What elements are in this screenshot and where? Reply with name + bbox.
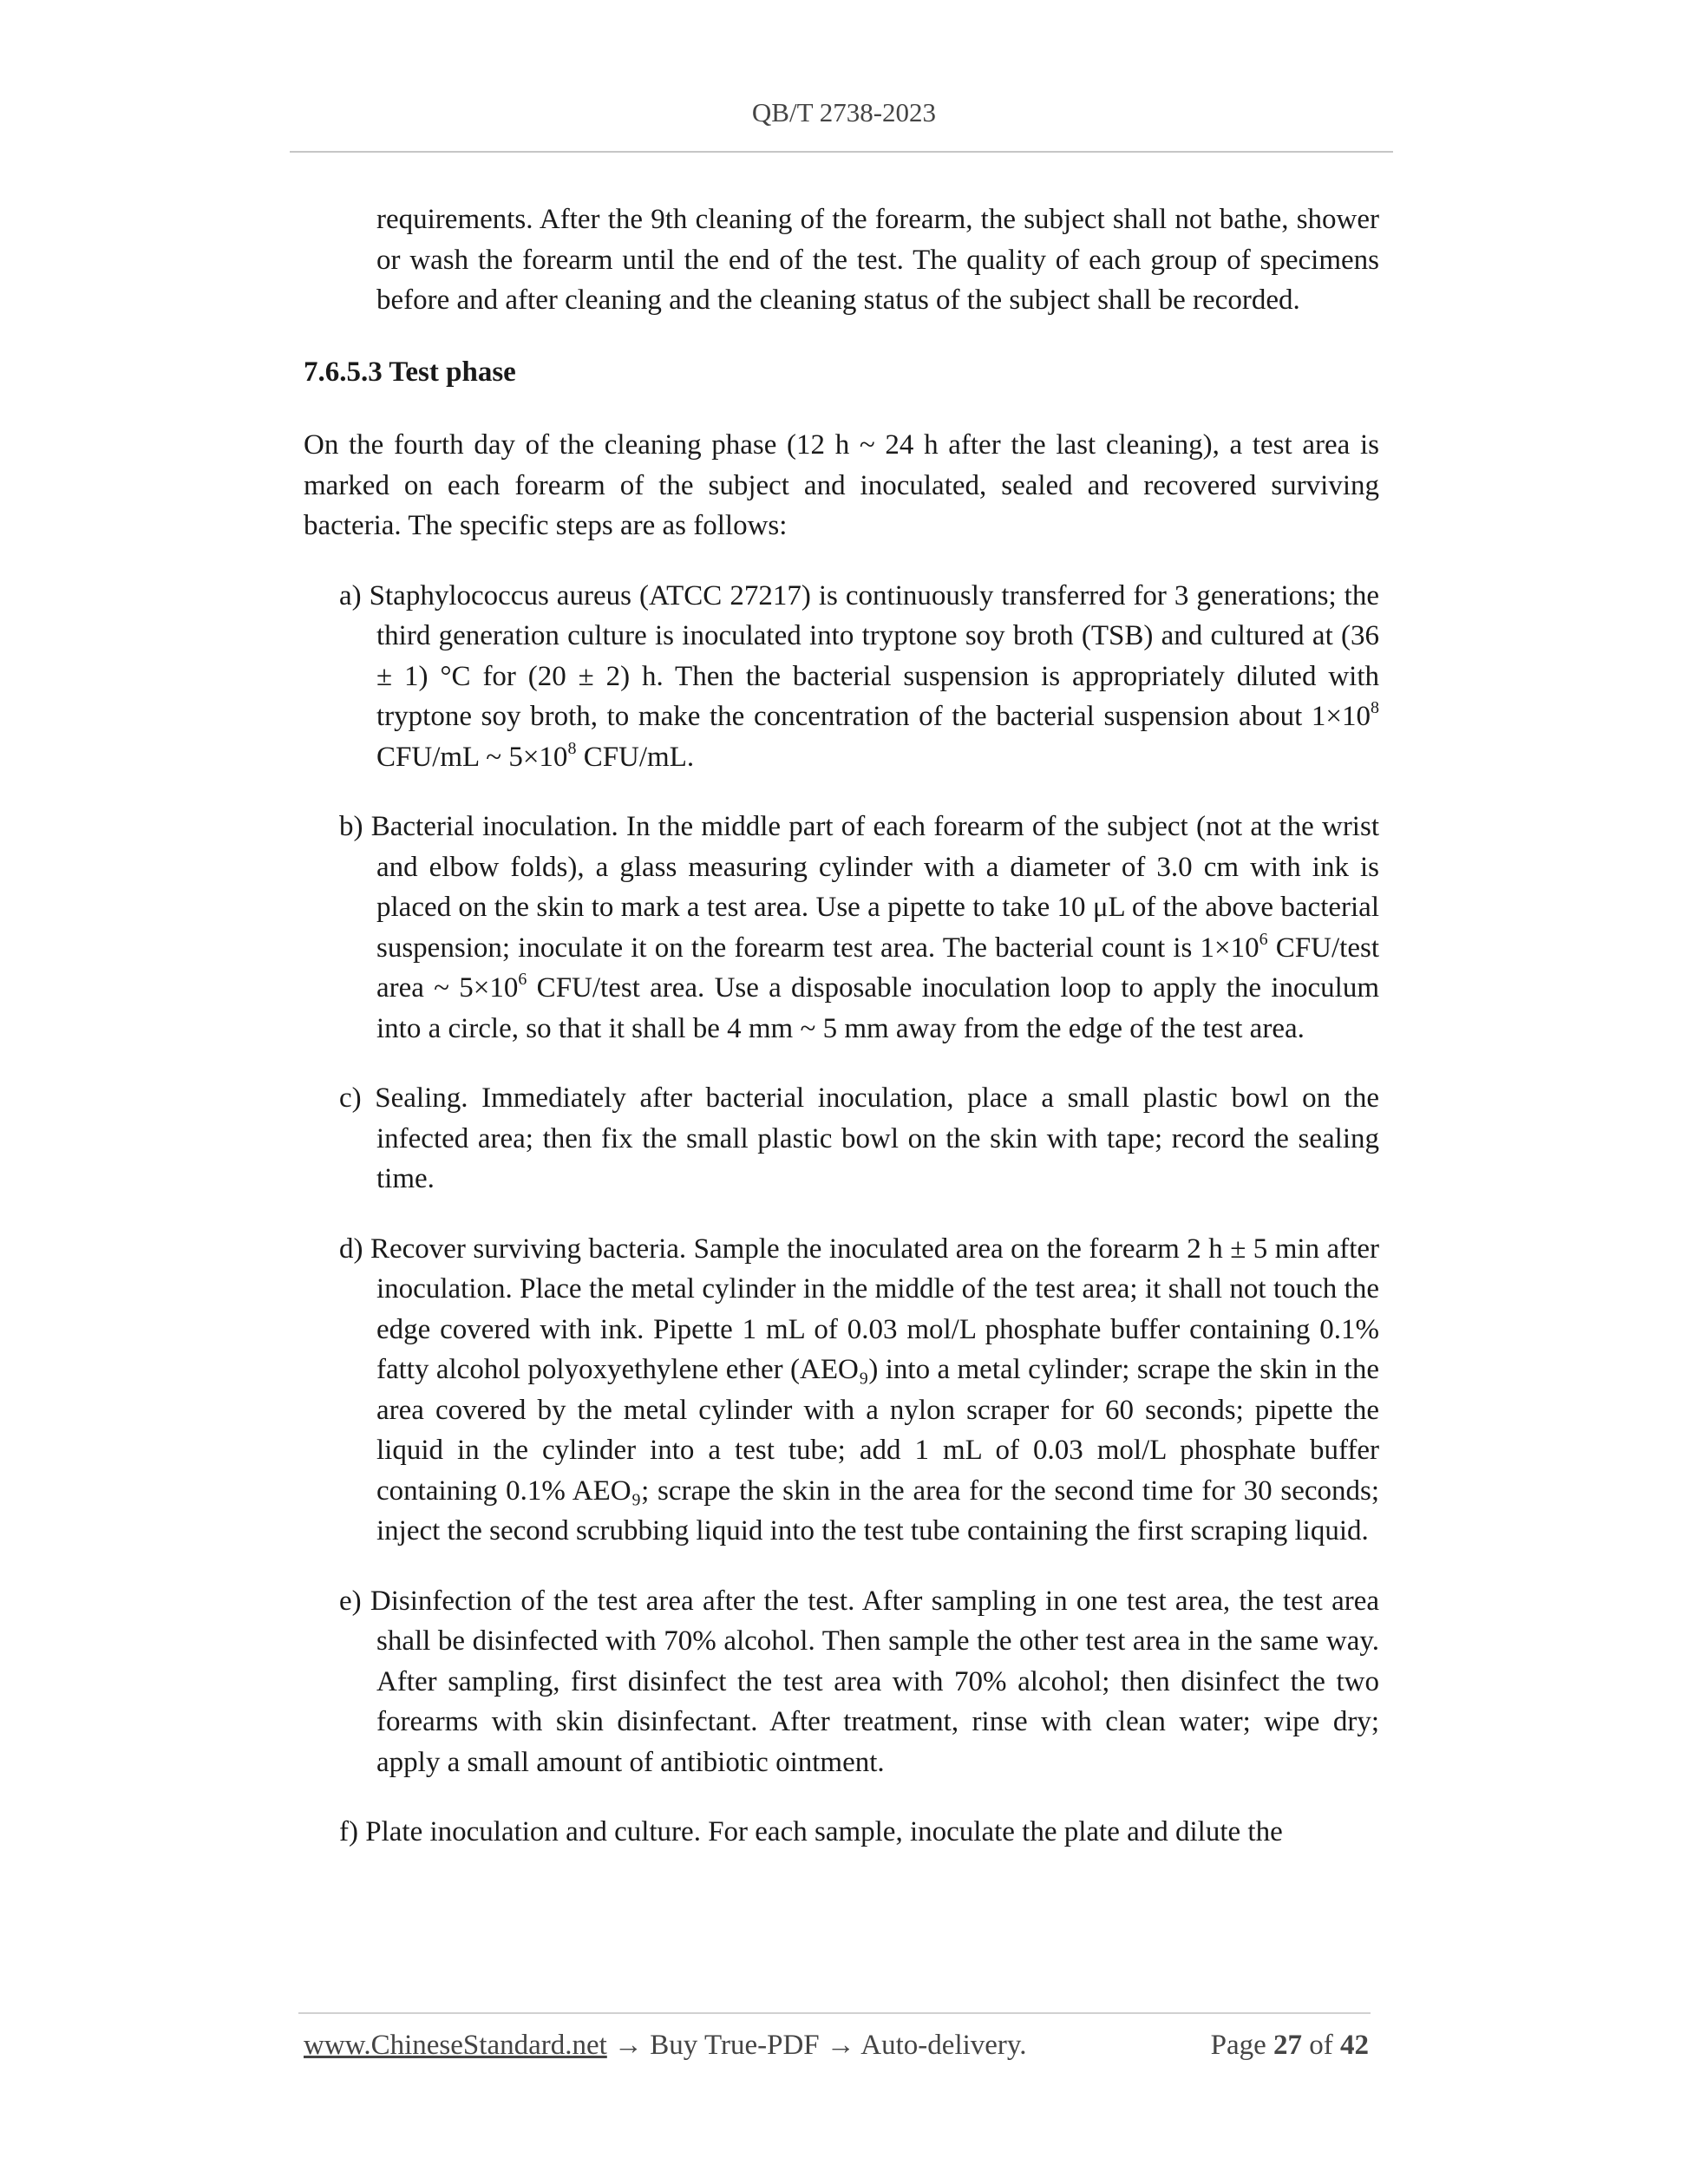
continued-paragraph: requirements. After the 9th cleaning of the forearm, the subject shall not bathe, shower or wash the forearm until the end of the test. The quality of each group of specimens before and after cleaning and the cleaning status of the subject shall be recorded.: [376, 204, 1379, 316]
section-heading: 7.6.5.3 Test phase: [304, 356, 516, 388]
intro-paragraph: On the fourth day of the cleaning phase (12 h ~ 24 h after the last cleaning), a test area is marked on each forearm of the subject and inoculated, sealed and recovered surviving bacteria. The specific steps are as follows:: [304, 429, 1379, 541]
current-page: 27: [1273, 2030, 1302, 2061]
page-body: [304, 199, 1379, 1853]
total-pages: 42: [1340, 2030, 1369, 2061]
header-divider: [290, 151, 1393, 153]
list-item-f: f) Plate inoculation and culture. For each sample, inoculate the plate and dilute the: [339, 1816, 1283, 1847]
list-item-c: c) Sealing. Immediately after bacterial inoculation, place a small plastic bowl on the infected area; then fix the small plastic bowl on the skin with tape; record the sealing time.: [339, 1082, 1379, 1194]
list-item-d: d) Recover surviving bacteria. Sample the inoculated area on the forearm 2 h ± 5 min after inoculation. Place the metal cylinder in the middle of the test area; it shall not touch the edge covered with ink. Pipette 1 mL of 0.03 mol/L phosphate buffer containing 0.1% fatty alcohol polyoxyethylene ether (AEO₉) into a metal cylinder; scrape the skin in the area covered by the metal cylinder with a nylon scraper for 60 seconds; pipette the liquid in the cylinder into a test tube; add 1 mL of 0.03 mol/L phosphate buffer containing 0.1% AEO₉; scrape the skin in the area for the second time for 30 seconds; inject the second scrubbing liquid into the test tube containing the first scraping liquid.: [339, 1233, 1379, 1546]
footer-tagline: → Buy True-PDF → Auto-delivery.: [606, 2030, 1027, 2061]
page-indicator: Page 27 of 42: [1210, 2030, 1369, 2061]
footer-divider: [298, 2012, 1371, 2014]
running-header: QB/T 2738-2023: [751, 97, 937, 128]
list-item-a: a) Staphylococcus aureus (ATCC 27217) is continuously transferred for 3 generations; the third generation culture is inoculated into tryptone soy broth (TSB) and cultured at (36 ± 1) °C for (20 ± 2) h. Then the bacterial suspension is appropriately diluted with tryptone soy broth, to make the concentration of the bacterial suspension about $1\times 10^8$ CFU/mL ~ $5\times 10^8$ CFU/mL.: [339, 579, 1379, 773]
site-link[interactable]: www.ChineseStandard.net: [304, 2030, 607, 2061]
list-item-e: e) Disinfection of the test area after the test. After sampling in one test area, the test area shall be disinfected with 70% alcohol. Then sample the other test area in the same way. After sampling, first disinfect the test area with 70% alcohol; then disinfect the two forearms with skin disinfectant. After treatment, rinse with clean water; wipe dry; apply a small amount of antibiotic ointment.: [339, 1585, 1379, 1778]
footer-promo: [304, 2030, 1027, 2062]
list-item-b: b) Bacterial inoculation. In the middle part of each forearm of the subject (not at the wrist and elbow folds), a glass measuring cylinder with a diameter of 3.0 cm with ink is placed on the skin to mark a test area. Use a pipette to take 10 μL of the above bacterial suspension; inoculate it on the forearm test area. The bacterial count is $1\times 10^6$ CFU/test area ~ $5\times 10^6$ CFU/test area. Use a disposable inoculation loop to apply the inoculum into a circle, so that it shall be 4 mm ~ 5 mm away from the edge of the test area.: [339, 811, 1379, 1044]
